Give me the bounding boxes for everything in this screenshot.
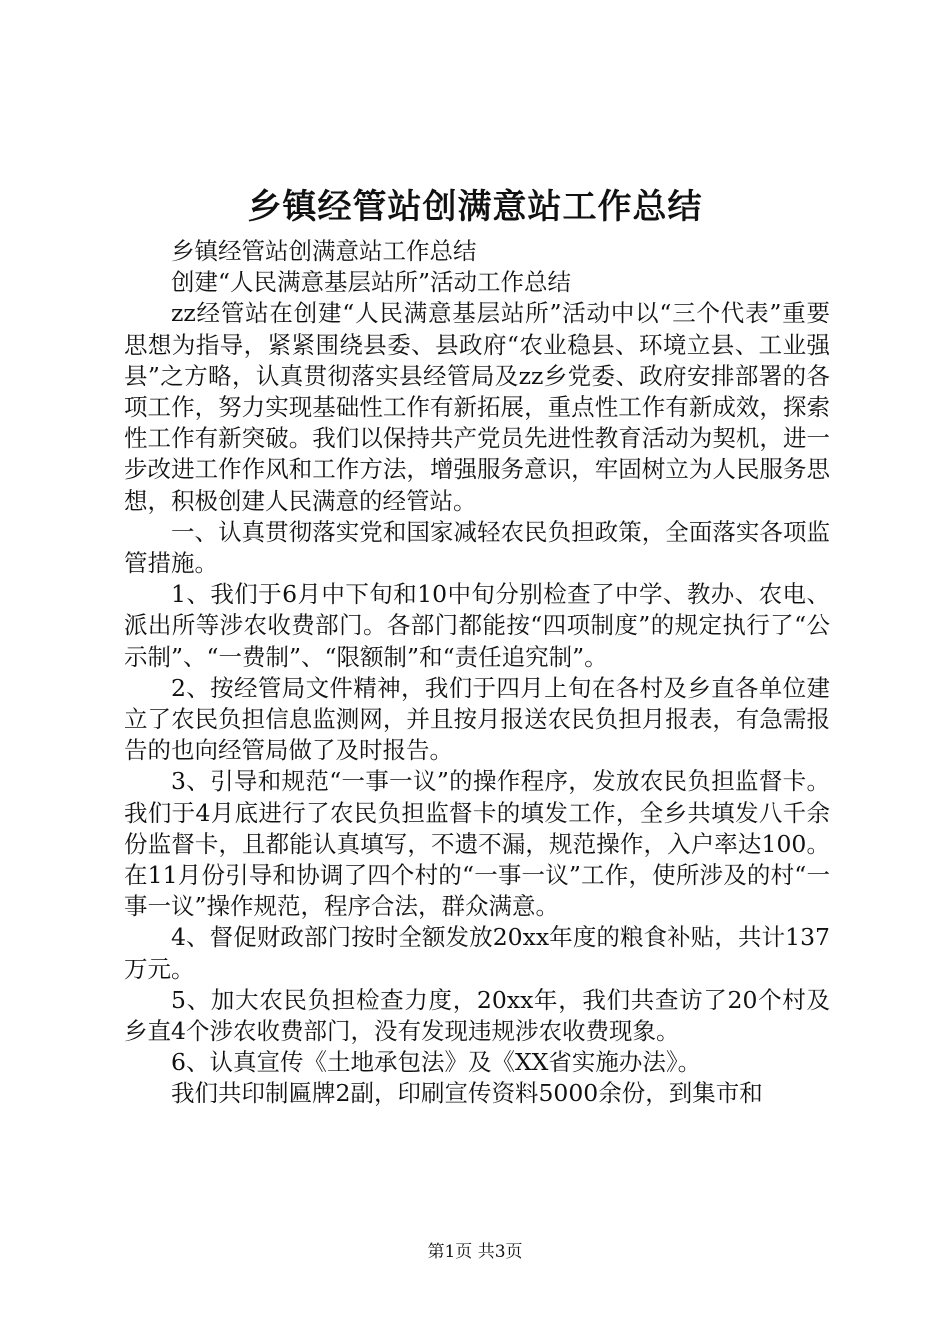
- paragraph-item-2: 2、按经管局文件精神，我们于四月上旬在各村及乡直各单位建立了农民负担信息监测网，并且按月报送农民负担月报表，有急需报告的也向经管局做了及时报告。: [124, 673, 830, 765]
- paragraph-item-4: 4、督促财政部门按时全额发放20xx年度的粮食补贴，共计137万元。: [124, 923, 830, 983]
- paragraph-item-3: 3、引导和规范“一事一议”的操作程序，发放农民负担监督卡。我们于4月底进行了农民负担监督卡的填发工作，全乡共填发八千余份监督卡，且都能认真填写，不遗不漏，规范操作，入户率达100。在11月份引导和协调了四个村的“一事一议”工作，使所涉及的村“一事一议”操作规范，程序合法，群众满意。: [124, 767, 830, 921]
- paragraph-continuation: 我们共印制匾牌2副，印刷宣传资料5000余份，到集市和: [171, 1079, 763, 1108]
- paragraph-item-6: 6、认真宣传《土地承包法》及《XX省实施办法》。: [171, 1048, 702, 1077]
- document-title: 乡镇经管站创满意站工作总结: [247, 187, 703, 227]
- paragraph-item-5: 5、加大农民负担检查力度，20xx年，我们共查访了20个村及乡直4个涉农收费部门，没有发现违规涉农收费现象。: [124, 985, 830, 1046]
- paragraph-section-heading: 一、认真贯彻落实党和国家减轻农民负担政策，全面落实各项监管措施。: [124, 517, 830, 578]
- document-body: [124, 236, 830, 1110]
- paragraph-subtitle: 乡镇经管站创满意站工作总结: [171, 237, 477, 265]
- paragraph-item-1: 1、我们于6月中下旬和10中旬分别检查了中学、教办、农电、派出所等涉农收费部门。各部门都能按“四项制度”的规定执行了“公示制”、“一费制”、“限额制”和“责任追究制”。: [124, 580, 830, 671]
- page-number-footer: 第1页 共3页: [427, 1242, 523, 1262]
- paragraph-intro: zz经管站在创建“人民满意基层站所”活动中以“三个代表”重要思想为指导，紧紧围绕县委、县政府“农业稳县、环境立县、工业强县”之方略，认真贯彻落实县经管局及zz乡党委、政府安排部署的各项工作，努力实现基础性工作有新拓展，重点性工作有新成效，探索性工作有新突破。我们以保持共产党员先进性教育活动为契机，进一步改进工作作风和工作方法，增强服务意识，牢固树立为人民服务思想，积极创建人民满意的经管站。: [124, 299, 830, 515]
- paragraph-activity-title: 创建“人民满意基层站所”活动工作总结: [171, 268, 572, 297]
